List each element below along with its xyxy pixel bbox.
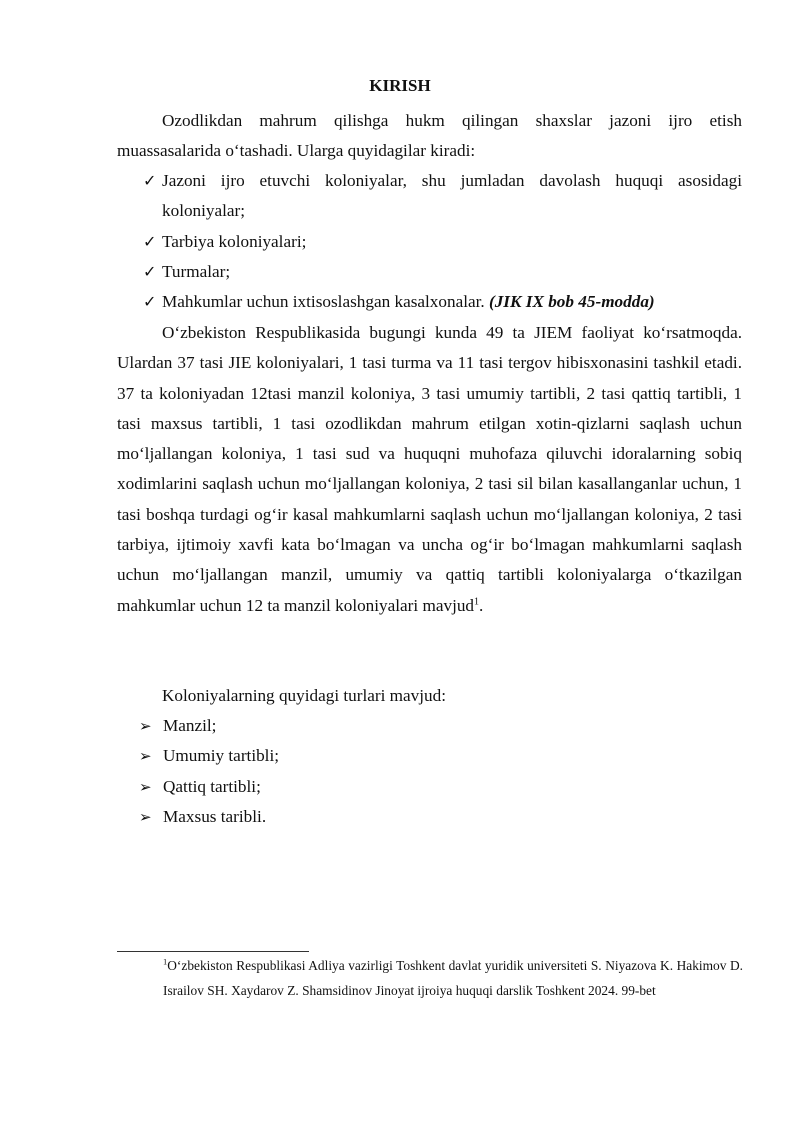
check-list-item: [143, 227, 742, 257]
arrow-list-item-text: Qattiq tartibli;: [163, 777, 261, 796]
main-paragraph: [117, 318, 742, 621]
check-list-item: [143, 287, 742, 317]
main-paragraph-text: O‘zbekiston Respublikasida bugungi kunda 49 ta JIEM faoliyat ko‘rsatmoqda. Ulardan 37 tasi JIE koloniyalari, 1 tasi turma va 11 tasi tergov hibisxonasini tashkil etadi. 37 ta koloniyadan 12tasi manzil koloniya, 3 tasi umumiy tartibli, 2 tasi qattiq tartibli, 1 tasi maxsus tartibli, 1 tasi ozodlikdan mahrum etilgan xotin-qizlarni saqlash uchun mo‘ljallangan koloniya, 1 tasi sud va huquqni muhofaza qiluvchi idoralarning sobiq xodimlarini saqlash uchun mo‘ljallangan koloniya, 2 tasi sil bilan kasallanganlar uchun, 1 tasi boshqa turdagi og‘ir kasal mahkumlarni saqlash uchun mo‘ljallangan koloniya, 2 tasi tarbiya, ijtimoiy xavfi kata bo‘lmagan va uncha og‘ir bo‘lmagan mahkumlarni saqlash uchun mo‘ljallangan manzil, umumiy va qattiq tartibli koloniyalarga o‘tkazilgan mahkumlar uchun 12 ta manzil koloniyalari mavjud: [117, 323, 742, 615]
check-list-item: [143, 166, 742, 227]
types-intro-paragraph: Koloniyalarning quyidagi turlari mavjud:: [162, 686, 447, 705]
check-list-item-text: Turmalar;: [162, 262, 231, 281]
arrowhead-bullet-icon: ➢: [139, 778, 152, 796]
check-list-item-text: Tarbiya koloniyalari;: [162, 232, 307, 251]
arrow-list-item: [139, 741, 739, 771]
check-list-item-text: Jazoni ijro etuvchi koloniyalar, shu jumladan davolash huquqi asosidagi koloniyalar;: [162, 171, 742, 221]
legal-reference: (JIK IX bob 45-modda): [488, 292, 655, 311]
arrow-list-item: [139, 711, 739, 741]
arrow-list-item: [139, 802, 739, 832]
arrow-list-item-text: Umumiy tartibli;: [163, 746, 280, 765]
arrowhead-bullet-icon: ➢: [139, 808, 152, 826]
arrow-list-item: [139, 772, 739, 802]
check-mark-icon: ✓: [143, 171, 157, 190]
footnote-reference[interactable]: 1: [474, 595, 480, 607]
footnote-number: 1: [163, 956, 168, 967]
check-mark-icon: ✓: [143, 292, 157, 311]
check-list-item: [143, 257, 742, 287]
arrow-list-item-text: Manzil;: [163, 716, 217, 735]
intro-paragraph: Ozodlikdan mahrum qilishga hukm qilingan shaxslar jazoni ijro etish muassasalarida o‘tashadi. Ularga quyidagilar kiradi:: [117, 111, 742, 161]
page-title: KIRISH: [369, 76, 431, 95]
footnote-text: O‘zbekiston Respublikasi Adliya vazirligi Toshkent davlat yuridik universiteti S. Niyazova K. Hakimov D. Israilov SH. Xaydarov Z. Shamsidinov Jinoyat ijroiya huquqi darslik Toshkent 2024. 99-bet: [163, 958, 743, 998]
arrowhead-bullet-icon: ➢: [139, 717, 152, 735]
arrow-list-item-text: Maxsus taribli.: [163, 807, 267, 826]
check-mark-icon: ✓: [143, 232, 157, 251]
footnote-separator: [117, 951, 309, 952]
arrowhead-bullet-icon: ➢: [139, 747, 152, 765]
check-mark-icon: ✓: [143, 262, 157, 281]
main-paragraph-end: .: [479, 595, 484, 615]
check-list-item-text: Mahkumlar uchun ixtisoslashgan kasalxonalar.: [162, 292, 485, 311]
footnote: [163, 954, 743, 1003]
